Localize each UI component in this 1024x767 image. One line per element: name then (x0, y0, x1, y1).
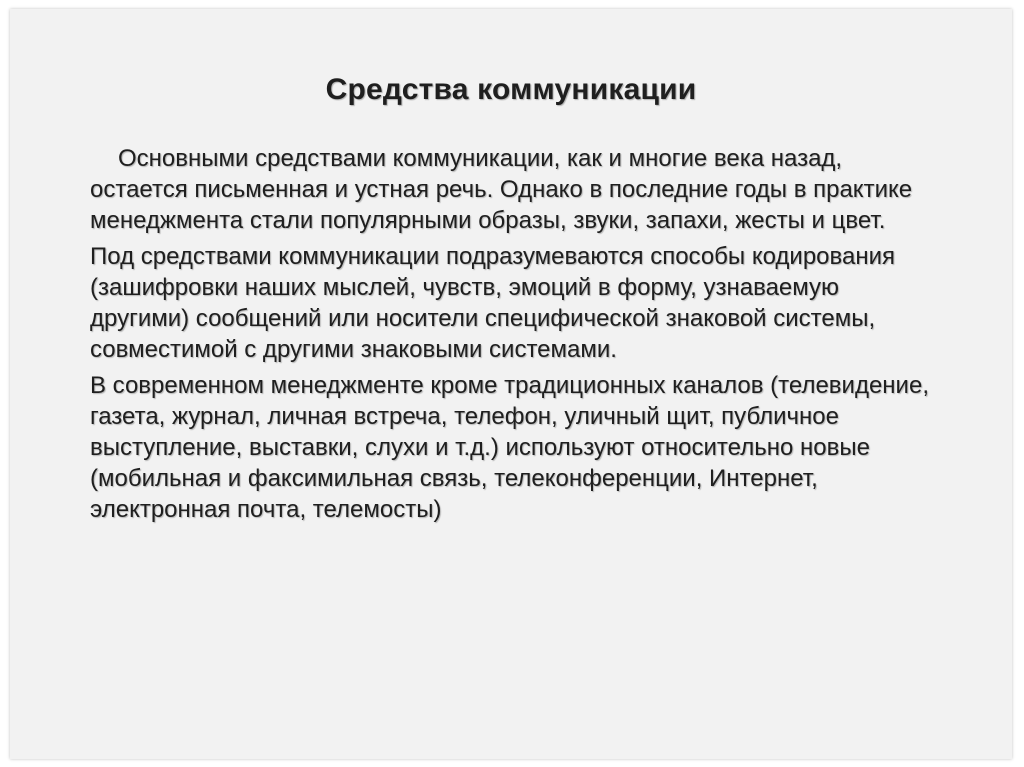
paragraph-2: Под средствами коммуникации подразумеваются способы кодирования (зашифровки наших мыслей, чувств, эмоций в форму, узнаваемую другими) сообщений или носители специфической знаковой системы, совместимой с другими знаковыми системами. (90, 243, 896, 363)
paragraph-1: Основными средствами коммуникации, как и многие века назад, остается письменная и устная речь. Однако в последние годы в практике менеджмента стали популярными образы, звуки, запахи, жесты и цвет. (90, 145, 913, 234)
slide-body (90, 143, 940, 530)
slide-title: Средства коммуникации (325, 73, 697, 106)
paragraph-3: В современном менеджменте кроме традиционных каналов (телевидение, газета, журнал, личная встреча, телефон, уличный щит, публичное выступление, выставки, слухи и т.д.) используют относительно новые (мобильная и факсимильная связь, телеконференции, Интернет, электронная почта, телемосты) (90, 372, 929, 523)
slide (10, 9, 1012, 759)
